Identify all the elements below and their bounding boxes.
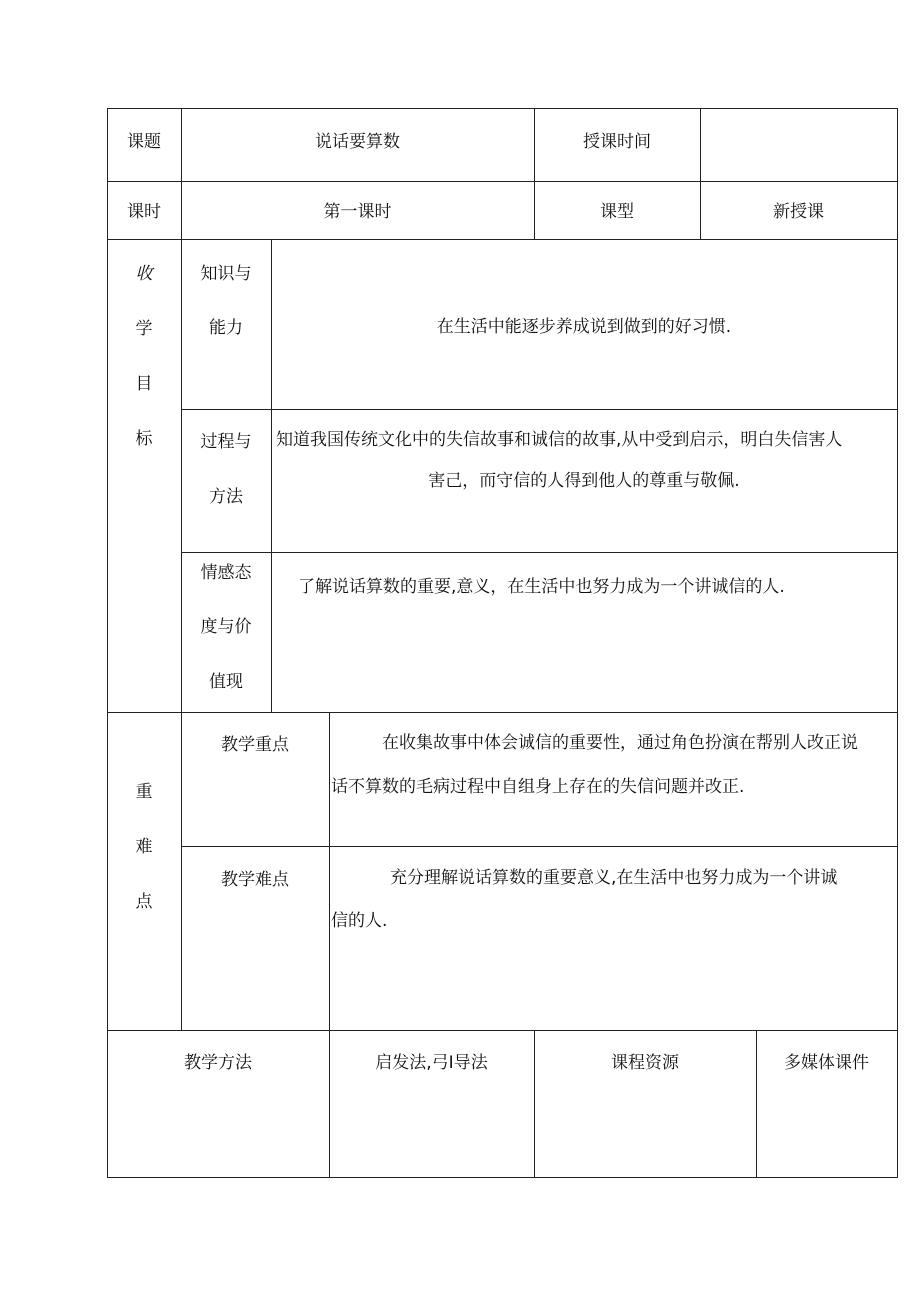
knowledge-text: 在生活中能逐步养成说到做到的好习惯. [436, 317, 732, 337]
objectives-label-char: 标 [135, 429, 153, 449]
table-border-bottom [107, 1177, 898, 1178]
knowledge-label: 能力 [209, 318, 243, 338]
period-label: 课时 [127, 202, 161, 222]
topic-value: 说话要算数 [315, 132, 400, 152]
emotion-label: 情感态 [200, 563, 252, 583]
row-divider [107, 1030, 898, 1031]
keypoints-label-char: 重 [135, 782, 153, 802]
focus-label: 教学重点 [221, 735, 289, 755]
difficulty-text: 信的人. [331, 911, 388, 931]
process-label: 方法 [209, 487, 243, 507]
row-divider [107, 712, 898, 713]
row-divider [181, 409, 898, 410]
row-divider [181, 846, 898, 847]
process-text: 知道我国传统文化中的失信故事和诚信的故事,从中受到启示，明白失信害人 [276, 430, 843, 450]
row-divider [107, 239, 898, 240]
difficulty-label: 教学难点 [221, 870, 289, 890]
knowledge-label: 知识与 [200, 264, 252, 284]
resource-value: 多媒体课件 [784, 1053, 869, 1073]
process-label: 过程与 [200, 432, 252, 452]
process-text: 害己，而守信的人得到他人的尊重与敬佩. [428, 471, 740, 491]
row-divider [107, 181, 898, 182]
keypoints-label-char: 难 [135, 837, 153, 857]
table-border-right [897, 108, 898, 1178]
table-border-top [107, 108, 898, 109]
focus-text: 在收集故事中体会诚信的重要性，通过角色扮演在帮别人改正说 [382, 733, 858, 753]
resource-label: 课程资源 [611, 1053, 679, 1073]
focus-text: 话不算数的毛病过程中自组身上存在的失信问题并改正. [331, 777, 745, 797]
method-label: 教学方法 [184, 1053, 252, 1073]
keypoints-label-char: 点 [135, 892, 153, 912]
col-divider [329, 712, 330, 1178]
emotion-label: 度与价 [200, 617, 252, 637]
row-divider [181, 552, 898, 553]
emotion-text: 了解说话算数的重要,意义，在生活中也努力成为一个讲诚信的人. [298, 577, 785, 597]
difficulty-text: 充分理解说话算数的重要意义,在生活中也努力成为一个讲诚 [390, 868, 838, 888]
emotion-label: 值现 [209, 672, 243, 692]
objectives-label-char: 目 [135, 374, 153, 394]
topic-label: 课题 [127, 132, 161, 152]
objectives-label-char: 学 [135, 319, 153, 339]
type-value: 新授课 [773, 202, 824, 222]
time-label: 授课时间 [583, 132, 651, 152]
type-label: 课型 [600, 202, 634, 222]
method-value: 启发法,弓I导法 [375, 1053, 488, 1073]
period-value: 第一课时 [323, 202, 392, 222]
objectives-label-char: 收 [135, 264, 153, 284]
